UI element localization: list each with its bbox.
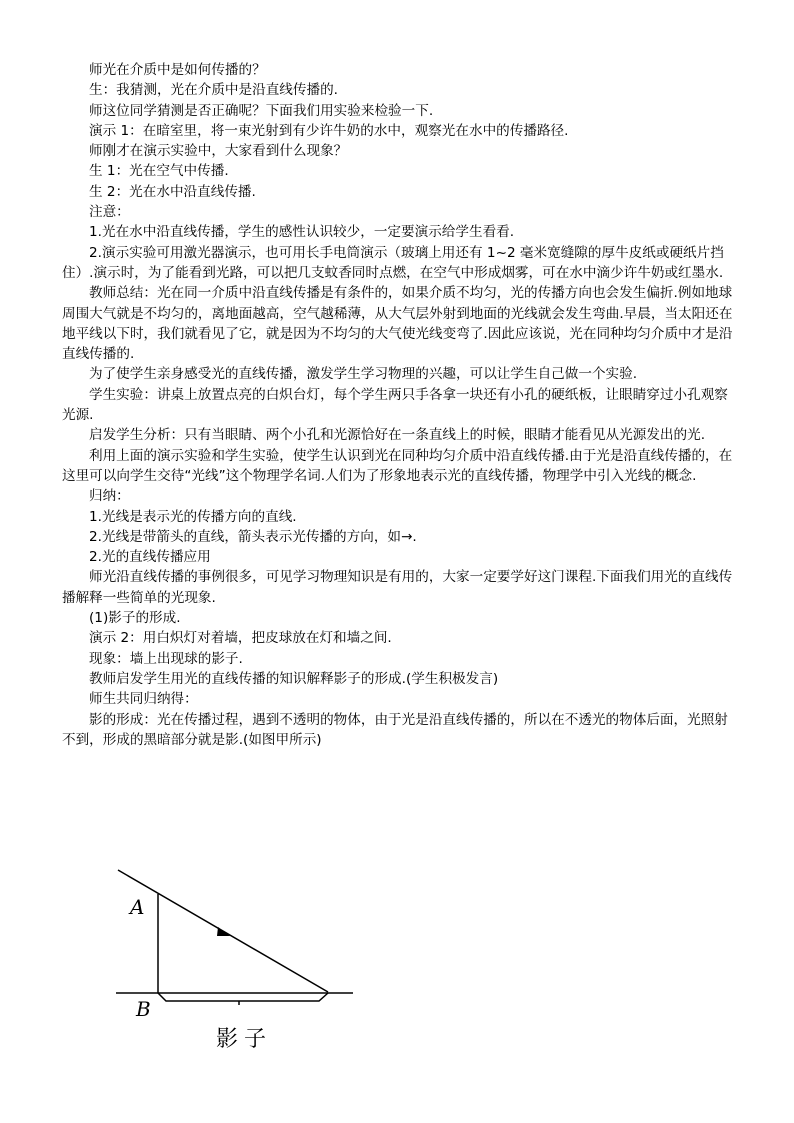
label-a: A [130,895,145,919]
paragraph: (1)影子的形成. [89,610,181,627]
paragraph: 2.光线是带箭头的直线，箭头表示光传播的方向，如→. [89,528,417,545]
paragraph: 2.演示实验可用激光器演示，也可用长手电筒演示（玻璃上用还有 1~2 毫米宽缝隙的厚牛皮纸或硬纸片挡住）.演示时，为了能看到光路，可以把几支蚊香同时点燃，在空气中形成烟雾，可在水中滴少许牛奶或红墨水. [62,244,724,281]
paragraph: 1.光在水中沿直线传播，学生的感性认识较少，一定要演示给学生看看. [89,224,515,241]
shadow-diagram [110,858,370,1058]
paragraph: 师生共同归纳得： [89,691,198,708]
paragraph: 注意： [89,204,130,221]
ray-arrow-icon [217,927,230,936]
paragraph: 学生实验：讲桌上放置点亮的白炽台灯，每个学生两只手各拿一块还有小孔的硬纸板，让眼睛穿过小孔观察光源. [62,386,728,424]
label-b: B [136,997,151,1021]
shadow-diagram-svg [110,858,370,1058]
figure-caption: 影子 [216,1027,273,1052]
paragraph: 师刚才在演示实验中，大家看到什么现象？ [89,143,348,160]
shadow-bracket [158,993,328,1001]
paragraph: 利用上面的演示实验和学生实验，使学生认识到光在同种均匀介质中沿直线传播.由于光是沿直线传播的，在这里可以向学生交待“光线”这个物理学名词.人们为了形象地表示光的直线传播，物理学中引入光线的概念. [62,447,733,484]
paragraph: 现象：墙上出现球的影子. [89,650,243,667]
paragraph: 演示 2：用白炽灯对着墙，把皮球放在灯和墙之间. [89,630,392,647]
paragraph: 启发学生分析：只有当眼睛、两个小孔和光源恰好在一条直线上的时候，眼睛才能看见从光源发出的光. [89,427,706,444]
paragraph: 生 1：光在空气中传播. [89,163,229,180]
paragraph: 师这位同学猜测是否正确呢？下面我们用实验来检验一下. [89,102,434,119]
paragraph: 1.光线是表示光的传播方向的直线. [89,508,297,525]
paragraph: 为了使学生亲身感受光的直线传播，激发学生学习物理的兴趣，可以让学生自己做一个实验. [89,366,638,383]
paragraph: 归纳： [89,488,130,505]
paragraph: 生：我猜测，光在介质中是沿直线传播的. [89,82,339,99]
paragraph: 教师启发学生用光的直线传播的知识解释影子的形成.(学生积极发言) [89,670,499,687]
paragraph: 生 2：光在水中沿直线传播. [89,183,256,200]
lesson-text [62,60,739,750]
paragraph: 演示 1：在暗室里，将一束光射到有少许牛奶的水中，观察光在水中的传播路径. [89,122,569,139]
paragraph: 师光沿直线传播的事例很多，可见学习物理知识是有用的，大家一定要学好这门课程.下面我们用光的直线传播解释一些简单的光现象. [62,569,733,606]
paragraph: 影的形成：光在传播过程，遇到不透明的物体，由于光是沿直线传播的，所以在不透光的物体后面，光照射不到，形成的黑暗部分就是影.(如图甲所示) [62,711,728,748]
paragraph: 教师总结：光在同一介质中沿直线传播是有条件的，如果介质不均匀，光的传播方向也会发生偏折.例如地球周围大气就是不均匀的，离地面越高，空气越稀薄，从大气层外射到地面的光线就会发生弯曲.早晨，当太阳还在地平线以下时，我们就看见了它，就是因为不均匀的大气使光线变弯了.因此应该说，光在同种均匀介质中才是沿直线传播的. [62,285,733,363]
paragraph: 2.光的直线传播应用 [89,549,211,566]
paragraph: 师光在介质中是如何传播的？ [89,62,266,78]
